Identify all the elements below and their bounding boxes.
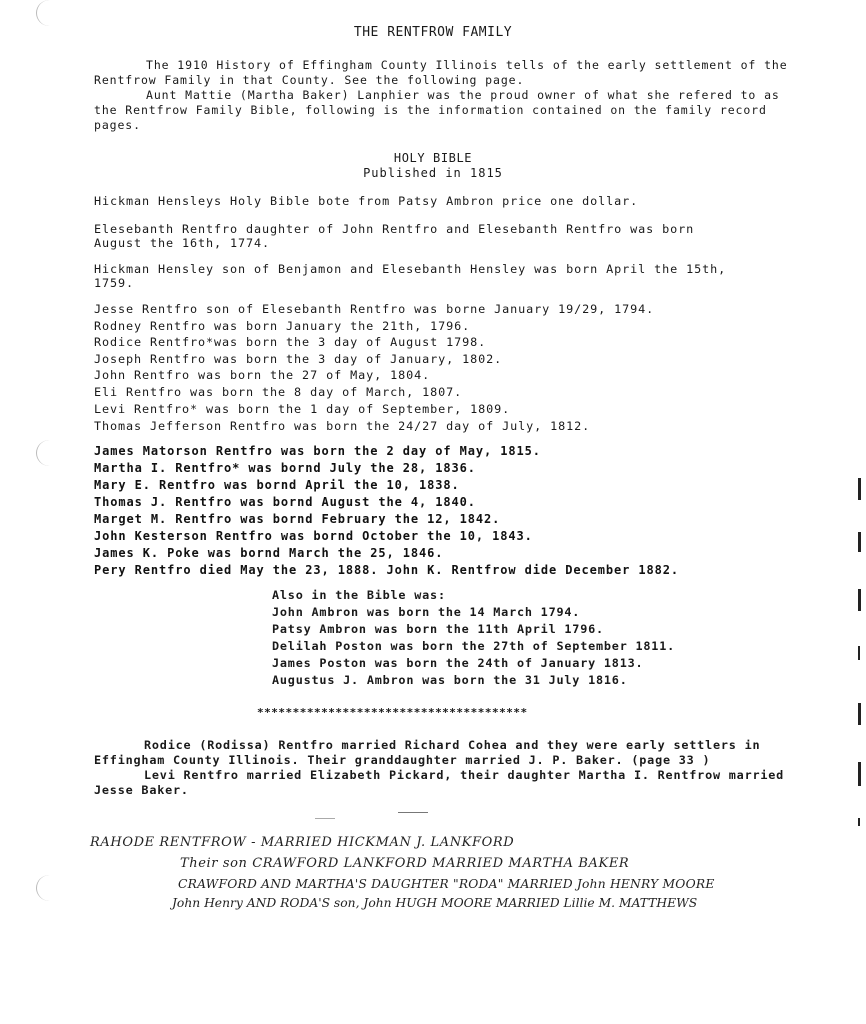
handwritten-line: John Henry AND RODA'S son, John HUGH MOORE MARRIED Lillie M. MATTHEWS: [172, 896, 698, 910]
closing-paragraph-1: Rodice (Rodissa) Rentfro married Richard Cohea and they were early settlers in Effingham County Illinois. Their granddaughter married J. P. Baker. (page 33 ): [94, 738, 761, 767]
record-line: Thomas Jefferson Rentfro was born the 24/27 day of July, 1812.: [94, 419, 591, 433]
hole-punch-mark: [36, 440, 63, 466]
record-line: Eli Rentfro was born the 8 day of March, 1807.: [94, 385, 463, 399]
edge-mark: [858, 478, 861, 500]
record-line: Thomas J. Rentfro was bornd August the 4, 1840.: [94, 495, 476, 509]
record-line: Rodney Rentfro was born January the 21th, 1796.: [94, 319, 471, 333]
closing-paragraph-2: Levi Rentfro married Elizabeth Pickard, their daughter Martha I. Rentfrow married Jesse Baker.: [94, 768, 785, 797]
record-line: Mary E. Rentfro was bornd April the 10, 1838.: [94, 478, 460, 492]
record-line: John Kesterson Rentfro was bornd October the 10, 1843.: [94, 529, 533, 543]
edge-mark: [858, 762, 861, 786]
intro-paragraph-2: Aunt Mattie (Martha Baker) Lanphier was the proud owner of what she refered to as the Rentfrow Family Bible, following is the information contained on the family record pages.: [94, 88, 780, 132]
star-divider: **************************************: [257, 706, 528, 719]
intro-text: [94, 58, 794, 133]
also-line: Delilah Poston was born the 27th of September 1811.: [272, 639, 676, 653]
edge-mark: [858, 818, 860, 826]
intro-paragraph-1: The 1910 History of Effingham County Illinois tells of the early settlement of the Rentfrow Family in that County. See the following page.: [94, 58, 788, 87]
smudge-mark: [398, 812, 428, 813]
edge-mark: [858, 703, 861, 725]
also-line: Patsy Ambron was born the 11th April 1796.: [272, 622, 604, 636]
smudge-mark: [315, 818, 335, 819]
record-line: Levi Rentfro* was born the 1 day of September, 1809.: [94, 402, 511, 416]
record-line: August the 16th, 1774.: [94, 236, 271, 250]
bible-heading: HOLY BIBLE: [393, 151, 473, 165]
record-line: Hickman Hensley son of Benjamon and Elesebanth Hensley was born April the 15th,: [94, 262, 727, 276]
hole-punch-mark: [36, 875, 63, 901]
edge-mark: [858, 532, 861, 552]
also-line: John Ambron was born the 14 March 1794.: [272, 605, 581, 619]
also-line: James Poston was born the 24th of January 1813.: [272, 656, 644, 670]
record-line: Joseph Rentfro was born the 3 day of January, 1802.: [94, 352, 503, 366]
record-line: 1759.: [94, 276, 135, 290]
handwritten-line: RAHODE RENTFROW - MARRIED HICKMAN J. LANKFORD: [90, 835, 515, 850]
bible-published: Published in 1815: [363, 166, 503, 180]
record-line: Rodice Rentfro*was born the 3 day of August 1798.: [94, 335, 487, 349]
edge-mark: [858, 646, 860, 660]
record-line: Hickman Hensleys Holy Bible bote from Patsy Ambron price one dollar.: [94, 194, 639, 208]
record-line: James K. Poke was bornd March the 25, 1846.: [94, 546, 444, 560]
also-heading: Also in the Bible was:: [272, 588, 446, 602]
record-line: Marget M. Rentfro was bornd February the 12, 1842.: [94, 512, 501, 526]
record-line: John Rentfro was born the 27 of May, 1804.: [94, 368, 431, 382]
edge-mark: [858, 589, 861, 611]
record-line: Jesse Rentfro son of Elesebanth Rentfro was borne January 19/29, 1794.: [94, 302, 655, 316]
document-title: THE RENTFROW FAMILY: [353, 25, 513, 40]
record-line: Elesebanth Rentfro daughter of John Rentfro and Elesebanth Rentfro was born: [94, 222, 695, 236]
closing-text: [94, 738, 794, 798]
record-line: Martha I. Rentfro* was bornd July the 28, 1836.: [94, 461, 476, 475]
also-line: Augustus J. Ambron was born the 31 July 1816.: [272, 673, 628, 687]
handwritten-line: CRAWFORD AND MARTHA'S DAUGHTER "RODA" MARRIED John HENRY MOORE: [178, 877, 715, 891]
handwritten-line: Their son CRAWFORD LANKFORD MARRIED MARTHA BAKER: [180, 856, 630, 871]
record-line: James Matorson Rentfro was born the 2 day of May, 1815.: [94, 444, 541, 458]
record-line: Pery Rentfro died May the 23, 1888. John K. Rentfrow dide December 1882.: [94, 563, 679, 577]
hole-punch-mark: [36, 0, 63, 26]
